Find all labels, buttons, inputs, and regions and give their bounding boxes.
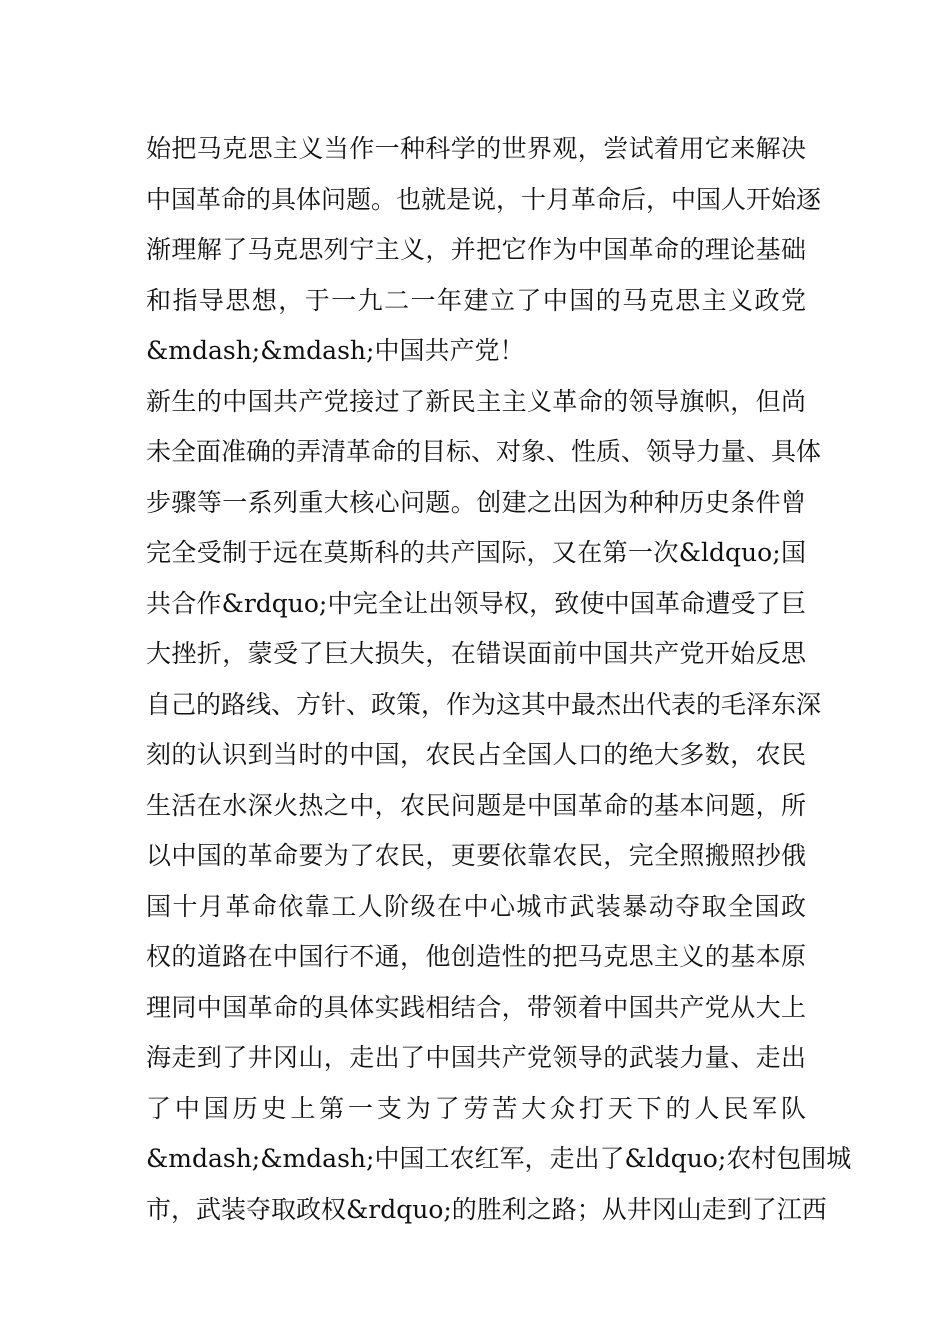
paragraph-2 [146,377,852,1236]
text-line: 共合作&rdquo;中完全让出领导权，致使中国革命遭受了巨 [146,588,806,618]
text-line: 权的道路在中国行不通，他创造性的把马克思主义的基本原 [146,942,806,971]
text-line: 始把马克思主义当作一种科学的世界观，尝试着用它来解决 [146,134,806,163]
text-line: 未全面准确的弄清革命的目标、对象、性质、领导力量、具体 [146,437,822,466]
text-line: &mdash;&mdash;中国共产党！ [146,336,525,365]
text-line: 市，武装夺取政权&rdquo;的胜利之路；从井冈山走到了江西 [146,1194,827,1224]
text-line: 和指导思想，于一九二一年建立了中国的马克思主义政党 [146,285,806,315]
text-line: 刻的认识到当时的中国，农民占全国人口的绝大多数，农民 [146,740,806,769]
text-line: 了中国历史上第一支为了劳苦大众打天下的人民军队 [146,1093,806,1123]
text-line: 生活在水深火热之中，农民问题是中国革命的基本问题，所 [146,790,806,820]
text-line: 大挫折，蒙受了巨大损失，在错误面前中国共产党开始反思 [146,639,806,668]
text-line: 理同中国革命的具体实践相结合，带领着中国共产党从大上 [146,992,806,1022]
text-line: 国十月革命依靠工人阶级在中心城市武装暴动夺取全国政 [146,891,806,921]
text-line: 步骤等一系列重大核心问题。创建之出因为种种历史条件曾 [146,487,806,517]
text-line: 完全受制于远在莫斯科的共产国际，又在第一次&ldquo;国 [146,538,806,567]
body-text [146,124,852,1235]
text-line: 海走到了井冈山，走出了中国共产党领导的武装力量、走出 [146,1043,806,1072]
paragraph-1 [146,124,822,377]
text-line: 自己的路线、方针、政策，作为这其中最杰出代表的毛泽东深 [146,689,822,719]
text-line: 新生的中国共产党接过了新民主主义革命的领导旗帜，但尚 [146,386,806,416]
text-line: &mdash;&mdash;中国工农红军，走出了&ldquo;农村包围城 [146,1144,852,1173]
text-line: 以中国的革命要为了农民，更要依靠农民，完全照搬照抄俄 [146,841,806,870]
text-line: 中国革命的具体问题。也就是说，十月革命后，中国人开始逐 [146,184,822,214]
text-line: 渐理解了马克思列宁主义，并把它作为中国革命的理论基础 [146,235,806,264]
